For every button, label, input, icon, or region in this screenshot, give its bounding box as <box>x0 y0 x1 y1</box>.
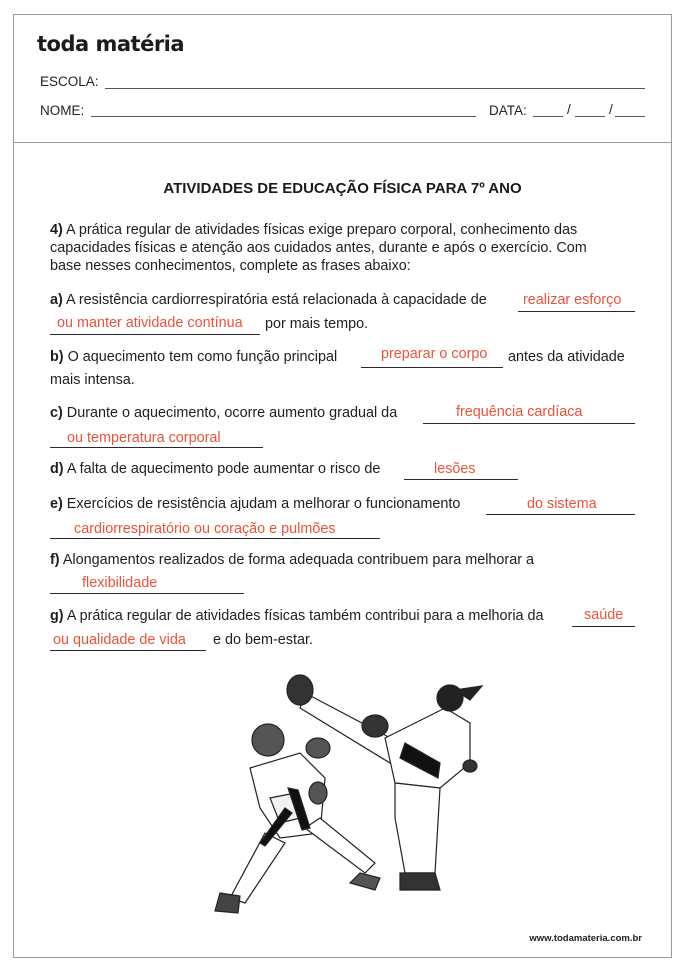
item-text: antes da atividade <box>508 349 625 365</box>
item-text: mais intensa. <box>50 372 135 388</box>
item-c <box>50 405 397 422</box>
answer-text: frequência cardíaca <box>456 404 583 420</box>
answer-text: saúde <box>584 607 624 623</box>
item-letter: c) <box>50 405 63 421</box>
answer-text: preparar o corpo <box>381 346 488 362</box>
left-fighter <box>215 724 380 913</box>
date-day-field[interactable] <box>533 116 563 117</box>
intro-text: base nesses conhecimentos, complete as frases abaixo: <box>50 258 411 274</box>
karate-illustration <box>200 668 500 918</box>
item-letter: d) <box>50 461 64 477</box>
intro-text: capacidades físicas e atenção aos cuidados antes, durante e após o exercício. Com <box>50 240 587 256</box>
item-text: Durante o aquecimento, ocorre aumento gradual da <box>66 405 398 421</box>
item-text: e do bem-estar. <box>213 632 313 648</box>
item-letter: a) <box>50 292 63 308</box>
question-intro <box>50 222 577 239</box>
item-text: Exercícios de resistência ajudam a melhorar o funcionamento <box>66 496 461 512</box>
question-number: 4) <box>50 222 63 238</box>
answer-text: ou qualidade de vida <box>53 632 186 648</box>
answer-text: ou temperatura corporal <box>67 430 221 446</box>
item-a <box>50 292 487 309</box>
answer-text: realizar esforço <box>523 292 622 308</box>
item-text: O aquecimento tem como função principal <box>67 349 338 365</box>
answer-text: cardiorrespiratório ou coração e pulmões <box>74 521 336 537</box>
date-month-field[interactable] <box>575 116 605 117</box>
item-g <box>50 608 544 625</box>
item-b <box>50 349 337 366</box>
item-letter: g) <box>50 608 64 624</box>
item-text: A prática regular de atividades físicas também contribui para a melhoria da <box>66 608 544 624</box>
answer-text: ou manter atividade contínua <box>57 315 243 331</box>
item-letter: f) <box>50 552 60 568</box>
footer-url[interactable]: www.todamateria.com.br <box>529 933 642 944</box>
item-text: A falta de aquecimento pode aumentar o risco de <box>66 461 381 477</box>
item-text: por mais tempo. <box>265 316 369 332</box>
item-text: A resistência cardiorrespiratória está relacionada à capacidade de <box>66 292 487 308</box>
item-letter: e) <box>50 496 63 512</box>
item-e <box>50 496 460 513</box>
school-label: ESCOLA: <box>40 74 99 89</box>
answer-text: flexibilidade <box>82 575 158 591</box>
page-title: ATIVIDADES DE EDUCAÇÃO FÍSICA PARA 7º ANO <box>163 180 522 197</box>
date-separator: / <box>609 102 613 117</box>
intro-text: A prática regular de atividades físicas exige preparo corporal, conhecimento das <box>66 222 578 238</box>
name-field[interactable] <box>91 116 476 117</box>
item-f <box>50 552 534 569</box>
date-year-field[interactable] <box>615 116 645 117</box>
item-letter: b) <box>50 349 64 365</box>
header-divider <box>13 142 672 143</box>
answer-text: do sistema <box>527 496 597 512</box>
date-label: DATA: <box>489 103 527 118</box>
logo: toda matéria <box>37 32 185 56</box>
answer-text: lesões <box>434 461 476 477</box>
item-text: Alongamentos realizados de forma adequada contribuem para melhorar a <box>62 552 534 568</box>
date-separator: / <box>567 102 571 117</box>
item-d <box>50 461 380 478</box>
school-field[interactable] <box>105 88 645 89</box>
name-label: NOME: <box>40 103 85 118</box>
